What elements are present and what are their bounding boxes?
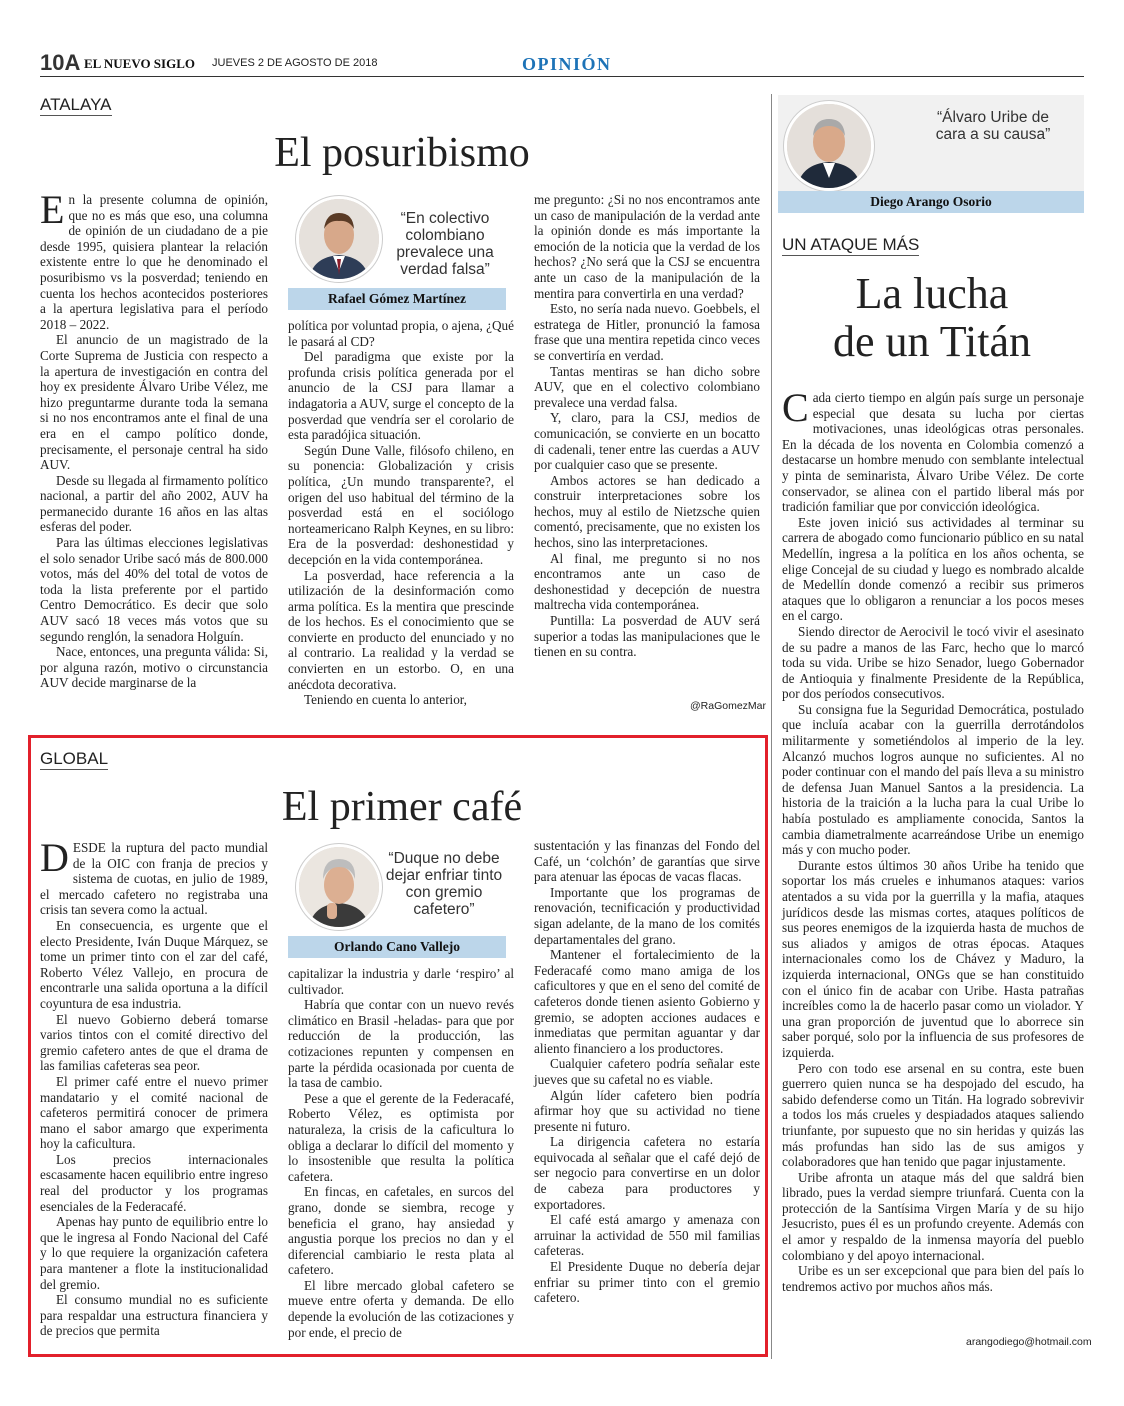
article2-paragraph: Cualquier cafetero podría señalar este jueves que su cafetal no es viable. bbox=[534, 1056, 760, 1087]
article1-column-3 bbox=[534, 192, 760, 660]
article2-kicker: GLOBAL bbox=[40, 749, 109, 768]
article3-paragraph: Durante estos últimos 30 años Uribe ha tenido que soportar los más crueles e inhumanos ataques: varios atentados a su vida por la guerrilla y la mafia, ataques jurídicos desde las mismas cortes, ataques políticos de sus peores enemigos de la izquierda hasta de muchos de sus aliados y amigos de otras épocas. Ataques internacionales como los de Chávez y Maduro, la izquierda internacional, ONGs que se han constituido con el único fin de acabar con Uribe. Hasta patrañas increíbles como la de hacerlo pasar como un violador. Y una gran proporción de juventud que lo aborrece sin saber porqué, solo por la influencia de sus profesores de izquierda. bbox=[782, 857, 1084, 1060]
author-portrait-icon bbox=[299, 199, 379, 279]
article1-paragraph: Teniendo en cuenta lo anterior, bbox=[304, 692, 467, 708]
article1-kicker: ATALAYA bbox=[40, 95, 112, 114]
page-number: 10A bbox=[40, 50, 81, 75]
article3-paragraph: Su consigna fue la Seguridad Democrática, postulado que incluía acabar con la guerrilla derrotándolos militarmente y sometiéndolos al imperio de la ley. Alcanzó muchos logros aunque no suficientes. Al no poder continuar con el mando del país lleva a su ministro de defensa Juan Manuel Santos a la presidencia. La historia de la traición a la lucha para la cual Uribe lo había postulado es ampliamente conocida, Santos la cambia diametralmente acarreándose Uribe un enemigo más y con mucho poder. bbox=[782, 701, 1084, 858]
article3-paragraph: Uribe es un ser excepcional que para bien del país lo tendremos activo por muchos años más. bbox=[782, 1263, 1084, 1294]
article1-dropcap: E bbox=[40, 187, 65, 232]
article2-dropcap: D bbox=[40, 835, 69, 880]
article3-author-box bbox=[778, 95, 1084, 213]
article2-paragraph: El nuevo Gobierno deberá tomarse varios tintos con el comité directivo del gremio cafetero antes de que el drama de las familias cafeteras sea peor. bbox=[40, 1011, 268, 1074]
issue-date: JUEVES 2 DE AGOSTO DE 2018 bbox=[212, 57, 378, 69]
article2-column-1 bbox=[40, 835, 268, 1339]
article3-signoff: arangodiego@hotmail.com bbox=[966, 1336, 1092, 1348]
article2-paragraph: Importante que los programas de renovación, tecnificación y productividad sigan adelante, de la mano de los comités departamentales del grano. bbox=[534, 884, 760, 947]
article3-paragraph: Siendo director de Aerocivil le tocó vivir el asesinato de su padre a manos de las Farc, hecho que lo marcó toda su vida. Uribe se hizo Senador, luego Gobernador de Antioquia y finalmente Presidente de la República, por dos períodos consecutivos. bbox=[782, 623, 1084, 702]
article1-signoff: @RaGomezMar bbox=[690, 700, 767, 712]
article1-paragraph: Y, claro, para la CSJ, medios de comunicación, se convierte en un bocatto di cadenali, tener entre las cuerdas a AUV por cualquier caso que se presente. bbox=[534, 410, 760, 473]
article2-author-box bbox=[288, 842, 506, 960]
article1-paragraph: Nace, entonces, una pregunta válida: Si, por alguna razón, motivo o circunstancia AUV decide marginarse de la bbox=[40, 644, 268, 691]
article2-paragraph: Pese a que el gerente de la Federacafé, Roberto Vélez, es optimista por naturaleza, la crisis de la caficultura lo obliga a declarar lo difícil del momento y lo insostenible que resulta la política cafetera. bbox=[288, 1090, 514, 1184]
article3-paragraph: ada cierto tiempo en algún país surge un personaje especial que desata su lucha por ciertas motivaciones, unas ideológicas otras personales. En la década de los noventa en Colombia comenzó a destacarse un hombre menudo con semblante intelectual y pinta de seminarista, Álvaro Uribe Vélez. De corte conservador, se alinea con el partido liberal más por tradición familiar que por convicción ideológica. bbox=[782, 390, 1084, 515]
author-portrait-icon bbox=[787, 104, 871, 188]
article1-paragraph: Tantas mentiras se han dicho sobre AUV, que en el colectivo colombiano prevalece una verdad falsa. bbox=[534, 363, 760, 410]
article2-paragraph: En consecuencia, es urgente que el electo Presidente, Iván Duque Márquez, se tome un primer tinto con el zar del café, Roberto Vélez Vallejo, en procura de encontrarle una salida oportuna a la difícil coyuntura de esa industria. bbox=[40, 917, 268, 1011]
article2-paragraph: El Presidente Duque no debería dejar enfriar su primer tinto con el gremio cafetero. bbox=[534, 1259, 760, 1306]
article1-paragraph: La posverdad, hace referencia a la utilización de la desinformación como arma política. Es la mentira que prescinde de los hechos. Es el conocimiento que se convierte en producto del enunciado y no al contrario. La realidad y la verdad se convierten en un estorbo. O, en una anécdota decorativa. bbox=[288, 567, 514, 692]
article2-paragraph: sustentación y las finanzas del Fondo del Café, un ‘colchón’ de garantías que sirve para atenuar las épocas de vacas flacas. bbox=[534, 838, 760, 885]
article2-paragraph: Algún líder cafetero bien podría afirmar hoy que su actividad no tiene presente ni futuro. bbox=[534, 1087, 760, 1134]
article2-paragraph: Habría que contar con un nuevo revés climático en Brasil -heladas- para que por reducción de la producción, las cotizaciones repunten y compensen en parte la pérdida ocasionada por cuenta de la tasa de cambio. bbox=[288, 997, 514, 1091]
section-title: OPINIÓN bbox=[522, 54, 612, 74]
article1-author-quote: “En colectivo colombiano prevalece una verdad falsa” bbox=[396, 210, 494, 278]
article3-author-name: Diego Arango Osorio bbox=[778, 191, 1084, 213]
article1-paragraph: Ambos actores se han dedicado a construir interpretaciones sobre los hechos, muy al estilo de Nietzsche quien comentó, precisamente, que no existen los hechos, sino las interpretaciones. bbox=[534, 472, 760, 551]
article1-paragraph: política por voluntad propia, o ajena, ¿Qué le pasará al CD? bbox=[288, 318, 514, 349]
article3-headline bbox=[782, 270, 1082, 366]
article1-paragraph: Esto, no sería nada nuevo. Goebbels, el estratega de Hitler, pronunció la famosa frase que una mentira repetida cinco veces se convertiría en verdad. bbox=[534, 301, 760, 363]
article3-author-quote: “Álvaro Uribe de cara a su causa” bbox=[935, 109, 1051, 143]
article3-paragraph: Pero con todo ese arsenal en su contra, este buen guerrero quien nunca se ha despojado del escudo, ha sabido defenderse como un Titán. Ha logrado sobrevivir a todos los más crueles y despiadados ataques saliendo triunfante, por supuesto que no sin heridas y quizás las más profundas han sido las de sus amigos y colaboradores que han tenido que pagar injustamente. bbox=[782, 1060, 1084, 1170]
article2-paragraph: El café está amargo y amenaza con arruinar la actividad de 550 mil familias cafeteras. bbox=[534, 1212, 760, 1259]
article1-paragraph: Puntilla: La posverdad de AUV será superior a todas las manipulaciones que le tienen en su contra. bbox=[534, 613, 760, 660]
article2-paragraph: El primer café entre el nuevo primer mandatario y el comité nacional de cafeteros permitirá conocer de primera mano el sabor amargo que experimenta hoy la caficultura. bbox=[40, 1073, 268, 1152]
author-photo bbox=[296, 844, 382, 930]
article2-paragraph: capitalizar la industria y darle ‘respiro’ al cultivador. bbox=[288, 966, 514, 997]
article3-paragraph: Uribe afronta un ataque más del que saldrá bien librado, pues la verdad siempre triunfará. Cuenta con la protección de la Santísima Virgen María y de su hijo Jesucristo, pues él es un profundo creyente. Además con el amor y respaldo de la inmensa mayoría del pueblo colombiano y del apoyo internacional. bbox=[782, 1169, 1084, 1263]
article3-headline-line-1: La lucha bbox=[855, 269, 1009, 318]
article2-column-3 bbox=[534, 838, 760, 1306]
author-photo bbox=[784, 101, 874, 191]
article2-paragraph: El libre mercado global cafetero se mueve entre oferta y demanda. De ello depende la evolución de las cotizaciones y por ende, el precio de bbox=[288, 1277, 514, 1340]
article1-column-2 bbox=[288, 318, 514, 708]
article3-dropcap: C bbox=[782, 385, 809, 430]
article1-column-1 bbox=[40, 187, 268, 691]
article1-paragraph: Según Dune Valle, filósofo chileno, en su ponencia: Globalización y crisis política, ¿Un mundo transparente?, el origen del uso habitual del término de la posverdad está en el sociólogo norteamericano Ralph Keynes, en su libro: Era de la posverdad: deshonestidad y decepción en la vida contemporánea. bbox=[288, 442, 514, 567]
article1-paragraph: Desde su llegada al firmamento político nacional, a partir del año 2002, AUV ha permanecido durante 16 años en las altas esferas del poder. bbox=[40, 472, 268, 535]
article2-headline: El primer café bbox=[281, 784, 523, 830]
article1-paragraph: El anuncio de un magistrado de la Corte Suprema de Justicia con respecto a la apertura de investigación en contra del hoy ex presidente Álvaro Uribe Vélez, me hizo preguntarme durante toda la semana si no nos encontramos ante el final de una era en el campo político donde, precisamente, el personaje central ha sido AUV. bbox=[40, 332, 268, 473]
article3-paragraph: Este joven inició sus actividades al terminar su carrera de abogado como funcionario público en su natal Medellín, ingresa a la política en los años ochenta, se elige Concejal de su ciudad y luego es nombrado alcalde de Medellín donde comenzó a recibir sus primeros ataques que lo obligaron a renunciar a los pocos meses en el cargo. bbox=[782, 514, 1084, 624]
author-photo bbox=[296, 196, 382, 282]
article2-paragraph: Apenas hay punto de equilibrio entre lo que le ingresa al Fondo Nacional del Café y lo que requiere la organización cafetera para mantener a flote la institucionalidad del gremio. bbox=[40, 1214, 268, 1292]
article1-paragraph: Para las últimas elecciones legislativas el solo senador Uribe sacó más de 800.000 votos, más del 40% del total de votos de toda la lista preferente por el partido Centro Democrático. Es decir que solo AUV sacó 18 veces más votos que su segundo renglón, la senadora Holguín. bbox=[40, 535, 268, 644]
newspaper-name: EL NUEVO SIGLO bbox=[84, 56, 195, 71]
article2-column-2 bbox=[288, 966, 514, 1340]
article1-author-box bbox=[288, 192, 506, 312]
column-divider bbox=[771, 94, 772, 1359]
article2-paragraph: La dirigencia cafetera no estaría equivocada al señalar que el café dejó de ser negocio para convertirse en un dolor de cabeza para productores y exportadores. bbox=[534, 1134, 760, 1212]
article2-paragraph: Mantener el fortalecimiento de la Federacafé como mano amiga de los caficultores y que en el seno del comité de cafeteros donde tienen asiento Gobierno y gremio, se adopten acciones audaces e inmediatas que permitan aguantar y dar aliento financiero a los productores. bbox=[534, 947, 760, 1056]
article1-paragraph: me pregunto: ¿Si no nos encontramos ante un caso de manipulación de la verdad ante la opinión donde es más importante la emoción de la noticia que la verdad de los hechos? ¿No será que la CSJ se encuentra ante un caso de la manipulación de la mentira para convertirla en una verdad? bbox=[534, 192, 760, 301]
article2-author-name: Orlando Cano Vallejo bbox=[288, 936, 506, 958]
article1-paragraph: Al final, me pregunto si no nos encontramos ante un caso de deshonestidad y decepción de nuestra maltrecha vida contemporánea. bbox=[534, 550, 760, 613]
article2-paragraph: Los precios internacionales escasamente hacen equilibrio entre ingreso real del productor y los programas esenciales de la Federacafé. bbox=[40, 1151, 268, 1214]
article2-paragraph: El consumo mundial no es suficiente para respaldar una estructura financiera y de precios que permita bbox=[40, 1292, 268, 1339]
article2-author-quote: “Duque no debe dejar enfriar tinto con gremio cafetero” bbox=[385, 850, 503, 918]
article3-headline-line-2: de un Titán bbox=[832, 317, 1032, 366]
article2-paragraph: ESDE la ruptura del pacto mundial de la OIC con franja de precios y sistema de cuotas, en julio de 1989, el mercado cafetero no registraba una crisis tan severa como la actual. bbox=[40, 840, 268, 918]
author-portrait-icon bbox=[299, 847, 379, 927]
article3-column bbox=[782, 385, 1084, 1294]
article2-paragraph: En fincas, en cafetales, en surcos del grano, donde se siembra, recoge y beneficia el grano, hay ansiedad y angustia porque los precios no dan y el diferencial cambiario le resta plata al cafetero. bbox=[288, 1184, 514, 1278]
article1-paragraph: n la presente columna de opinión, que no es más que eso, una columna de opinión de un ciudadano de a pie desde 1995, quisiera plantear la relación existente entre lo que he denominado el posuribismo vs la posverdad; teniendo en cuenta los hechos acontecidos posteriores a la apertura legislativa para el período 2018 – 2022. bbox=[40, 192, 268, 332]
article3-kicker: UN ATAQUE MÁS bbox=[782, 235, 920, 254]
article1-headline: El posuribismo bbox=[274, 130, 530, 176]
masthead bbox=[40, 50, 1084, 77]
article1-paragraph: Del paradigma que existe por la profunda crisis política generada por el anuncio de la CSJ para llamar a indagatoria a AUV, surge el concepto de la posverdad que vendría ser el corolario de esta paradójica situación. bbox=[288, 349, 514, 443]
article1-author-name: Rafael Gómez Martínez bbox=[288, 288, 506, 310]
